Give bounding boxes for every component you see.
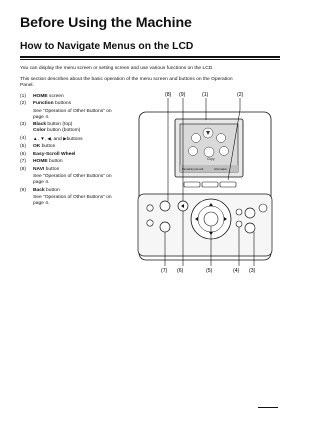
list-item: (6) Easy-Scroll Wheel: [20, 151, 76, 157]
left-arrow-icon: ◀: [47, 135, 51, 141]
lcd-function-left: Remaining ink wdt: [182, 168, 204, 171]
right-arrow-icon: ▶: [63, 135, 67, 141]
list-item: (2) Function buttons See “Operation of Other Buttons” on page 4.: [20, 101, 112, 120]
callout-label: (5): [206, 268, 213, 274]
list-item: (8) NAVI button See “Operation of Other Buttons” on page 4.: [20, 166, 112, 186]
callout-label: (9): [179, 92, 186, 98]
callout-label: (1): [202, 92, 209, 98]
intro-paragraph: You can display the menu screen or setting screen and use various functions on the LCD.: [20, 66, 214, 71]
home-button[interactable]: [160, 222, 170, 232]
power-button[interactable]: [147, 205, 153, 211]
callout-label: (2): [237, 92, 244, 98]
down-arrow-icon: ▼: [40, 135, 45, 141]
function-button-left[interactable]: [184, 182, 200, 187]
ok-button[interactable]: [204, 212, 218, 226]
list-item: (3) Black button (top) Color button (bottom): [20, 122, 81, 134]
footer-rule: [258, 407, 278, 408]
callout-label: (4): [233, 268, 240, 274]
up-arrow-icon: ▲: [33, 135, 38, 141]
list-item: (4) ▲, ▼, ◀, and ▶buttons: [20, 135, 83, 142]
page-title: Before Using the Machine: [20, 15, 192, 31]
section-rule-thin: [20, 59, 280, 60]
list-item: (9) Back button See “Operation of Other Buttons” on page 4.: [20, 187, 112, 207]
callout-label: (6): [177, 268, 184, 274]
list-item: (1) HOME screen: [20, 94, 64, 99]
settings-button[interactable]: [147, 220, 153, 226]
plus-button[interactable]: [236, 209, 242, 215]
list-item: (7) HOME button: [20, 159, 63, 165]
black-button[interactable]: [245, 208, 255, 218]
callout-label: (3): [249, 268, 256, 274]
stop-button[interactable]: [259, 204, 267, 212]
lcd-menu-label: Copy: [207, 157, 215, 161]
operation-panel-diagram: [136, 90, 276, 276]
function-button-center[interactable]: [202, 182, 218, 187]
function-button-right[interactable]: [220, 182, 236, 187]
minus-button[interactable]: [236, 221, 242, 227]
callout-label: (8): [165, 92, 172, 98]
color-button[interactable]: [245, 223, 255, 233]
list-item: (5) OK button: [20, 144, 56, 150]
intro-paragraph-2: This section describes about the basic operation of the menu screen and buttons on the Operation Panel.: [20, 77, 233, 89]
callout-label: (7): [161, 268, 168, 274]
section-rule: [20, 56, 280, 58]
lcd-function-right: Information: [214, 168, 227, 171]
navi-button[interactable]: [160, 201, 170, 211]
section-title: How to Navigate Menus on the LCD: [20, 41, 194, 52]
component-list: [20, 94, 136, 209]
